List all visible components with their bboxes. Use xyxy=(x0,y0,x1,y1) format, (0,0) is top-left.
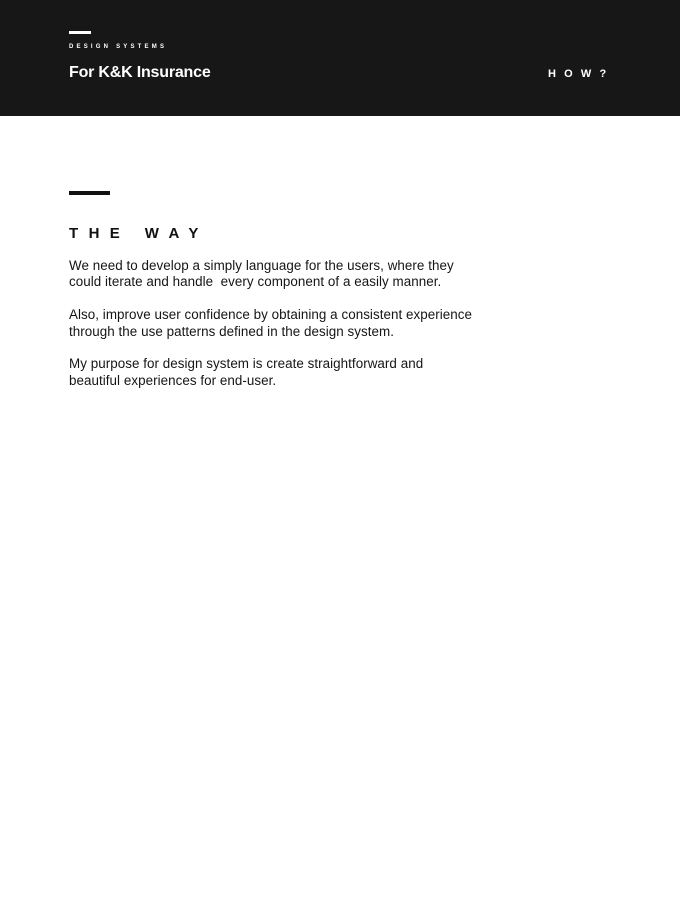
paragraph-3-line-1: My purpose for design system is create straightforward and xyxy=(69,356,424,372)
paragraph-2 xyxy=(69,307,539,340)
paragraph-1 xyxy=(69,258,539,291)
top-header-bar xyxy=(0,0,680,116)
paragraph-2-line-1: Also, improve user confidence by obtaining a consistent experience xyxy=(69,307,473,323)
paragraph-2-line-2: through the use patterns defined in the design system. xyxy=(69,323,395,339)
section-accent-rule xyxy=(69,191,110,195)
paragraph-3 xyxy=(69,356,539,389)
project-title: For K&K Insurance xyxy=(69,64,211,81)
how-nav-link[interactable]: HOW? xyxy=(548,68,615,80)
header-eyebrow-label: DESIGN SYSTEMS xyxy=(69,44,168,50)
section-title: THE WAY xyxy=(69,225,209,243)
header-accent-rule xyxy=(69,31,91,34)
paragraph-3-line-2: beautiful experiences for end-user. xyxy=(69,372,277,388)
paragraph-1-line-2: could iterate and handle every component of a easily manner. xyxy=(69,274,442,290)
paragraph-1-line-1: We need to develop a simply language for the users, where they xyxy=(69,258,454,273)
section-body xyxy=(69,258,539,406)
